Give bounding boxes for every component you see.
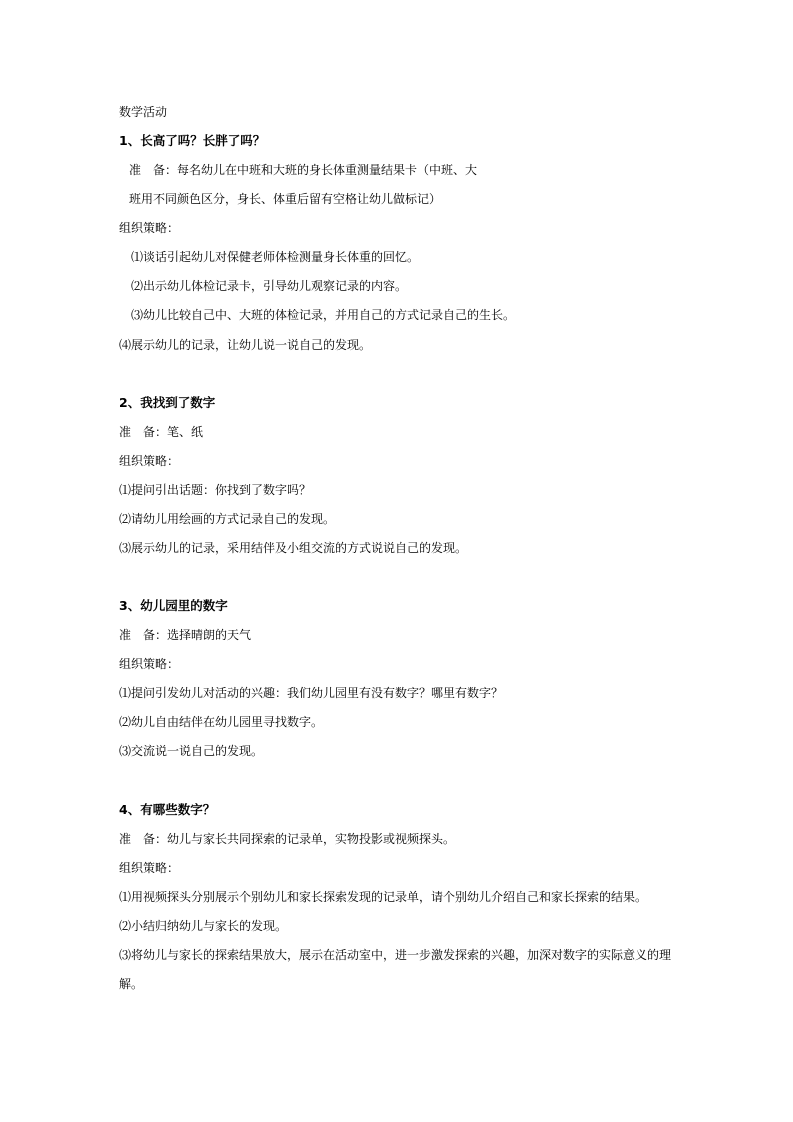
- section-2-step-1: ⑴提问引出话题：你找到了数字吗？: [119, 483, 312, 497]
- section-2-step-3: ⑶展示幼儿的记录，采用结伴及小组交流的方式说说自己的发现。: [119, 541, 468, 555]
- section-4-strategy-label: 组织策略：: [119, 861, 180, 875]
- section-4-step-3-continued: 解。: [119, 977, 144, 991]
- section-3-step-2: ⑵幼儿自由结伴在幼儿园里寻找数字。: [119, 715, 324, 729]
- section-3-step-1: ⑴提问引发幼儿对活动的兴趣：我们幼儿园里有没有数字？哪里有数字？: [119, 686, 504, 700]
- section-4-step-3: ⑶将幼儿与家长的探索结果放大，展示在活动室中，进一步激发探索的兴趣，加深对数字的实际意义的理: [119, 948, 672, 962]
- section-4-step-2: ⑵小结归纳幼儿与家长的发现。: [119, 919, 288, 933]
- doc-title: 数学活动: [119, 105, 168, 119]
- section-4-step-1: ⑴用视频探头分别展示个别幼儿和家长探索发现的记录单，请个别幼儿介绍自己和家长探索的结果。: [119, 890, 648, 904]
- section-3-strategy-label: 组织策略：: [119, 657, 180, 671]
- section-2-step-2: ⑵请幼儿用绘画的方式记录自己的发现。: [119, 512, 336, 526]
- section-2-strategy-label: 组织策略：: [119, 454, 180, 468]
- section-4-heading: 4、有哪些数字？: [119, 802, 216, 817]
- section-3-heading: 3、幼儿园里的数字: [119, 598, 228, 613]
- section-4-prep: 准 备：幼儿与家长共同探索的记录单，实物投影或视频探头。: [119, 832, 456, 846]
- section-3-step-3: ⑶交流说一说自己的发现。: [119, 744, 264, 758]
- section-1-prep-line2: 班用不同颜色区分，身长、体重后留有空格让幼儿做标记）: [129, 192, 442, 206]
- section-1-strategy-label: 组织策略：: [119, 221, 180, 235]
- section-1-heading: 1、长高了吗？长胖了吗？: [119, 133, 266, 148]
- section-2-heading: 2、我找到了数字: [119, 395, 216, 410]
- section-1-step-4: ⑷展示幼儿的记录，让幼儿说一说自己的发现。: [119, 338, 372, 352]
- section-1-step-1: ⑴谈话引起幼儿对保健老师体检测量身长体重的回忆。: [131, 250, 420, 264]
- section-3-prep: 准 备：选择晴朗的天气: [119, 628, 252, 642]
- section-1-step-2: ⑵出示幼儿体检记录卡，引导幼儿观察记录的内容。: [131, 279, 408, 293]
- section-1-prep-line1: 准 备：每名幼儿在中班和大班的身长体重测量结果卡（中班、大: [129, 163, 478, 177]
- section-2-prep: 准 备：笔、纸: [119, 425, 204, 439]
- section-1-step-3: ⑶幼儿比较自己中、大班的体检记录，并用自己的方式记录自己的生长。: [131, 308, 516, 322]
